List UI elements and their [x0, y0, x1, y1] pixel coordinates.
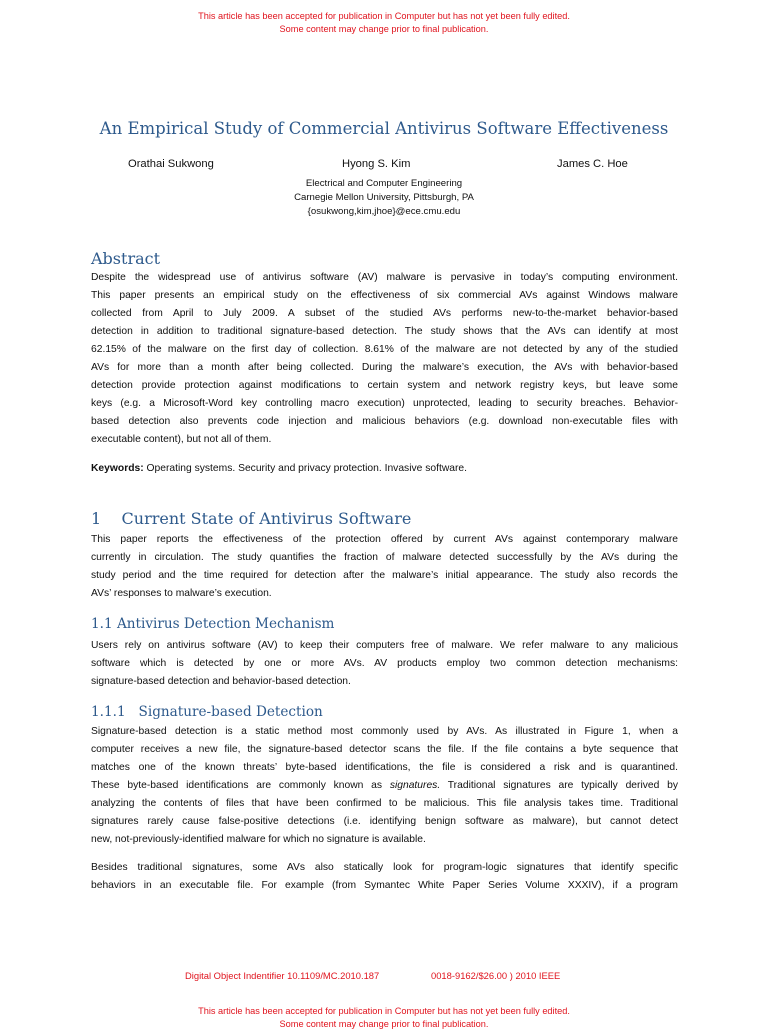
publication-notice-top [0, 10, 768, 36]
text-line: computer receives a new file, the signature-based detector scans the file. If the file contains a byte sequence that [91, 744, 678, 755]
text-line: behaviors in an executable file. For example (from Symantec White Paper Series Volume XXXIV), if a program [91, 880, 678, 891]
affiliation-dept: Electrical and Computer Engineering [305, 178, 463, 189]
affiliation-email: {osukwong,kim,jhoe}@ece.cmu.edu [307, 206, 461, 217]
paper-title: An Empirical Study of Commercial Antivirus Software Effectiveness [99, 119, 669, 138]
author-1: Orathai Sukwong [128, 158, 214, 170]
notice-line-2: Some content may change prior to final publication. [279, 24, 489, 34]
text-line: based detection also prevents code injection and malicious behaviors (e.g. download non-executable files with [91, 416, 678, 427]
text-line: matches one of the known threats’ byte-based identifications, the file is considered a risk and is quarantined. [91, 762, 678, 773]
section-1-1-1-body [91, 723, 678, 849]
section-1-1-1-heading [91, 704, 323, 720]
section-1-1-heading: 1.1 Antivirus Detection Mechanism [91, 616, 335, 632]
text-line: new, not-previously-identified malware for which no signature is available. [91, 834, 426, 845]
section-1-1-1-body-2 [91, 859, 678, 895]
text-line: study period and the time required for detection after the malware’s initial appearance. The study also records the [91, 570, 678, 581]
text-line: currently in circulation. The study quantifies the fraction of malware detected successfully by the AVs during the [91, 552, 678, 563]
text-line: keys (e.g. a Microsoft-Word key controlling macro execution) unprotected, leading to security breaches. Behavior- [91, 398, 678, 409]
section-1-1-1-heading-text: 1.1.1 Signature-based Detection [91, 704, 323, 720]
affiliation-univ: Carnegie Mellon University, Pittsburgh, PA [294, 192, 474, 203]
text-line: analyzing the contents of files that have been confirmed to be malicious. This file analysis takes time. Traditional [91, 798, 678, 809]
notice-line-1: This article has been accepted for publication in Computer but has not yet been fully edited. [198, 1006, 570, 1016]
text-line: 62.15% of the malware on the first day of collection. 8.61% of the malware are not detected by any of the studied [91, 344, 678, 355]
section-1-body [91, 531, 678, 603]
text-line: executable content), but not all of them. [91, 434, 272, 445]
text-line: AVs’ responses to malware’s execution. [91, 588, 272, 599]
section-1-heading-text: 1 Current State of Antivirus Software [91, 509, 412, 528]
keywords-label: Keywords: [91, 463, 144, 474]
publication-notice-bottom [0, 1005, 768, 1031]
text-line: This paper reports the effectiveness of the protection offered by current AVs against contemporary malware [91, 534, 678, 545]
text-fragment: Traditional signatures are typically derived by [440, 780, 678, 791]
footer-issn: 0018-9162/$26.00 ) 2010 IEEE [431, 970, 561, 981]
text-line: signature-based detection and behavior-based detection. [91, 676, 351, 687]
notice-line-2: Some content may change prior to final publication. [279, 1019, 489, 1029]
text-line: Signature-based detection is a static method most commonly used by AVs. As illustrated in Figure 1, when a [91, 726, 678, 737]
text-line: AVs for more than a month after being collected. During the malware’s execution, the AVs with behavior-based [91, 362, 678, 373]
text-line: detection in addition to traditional signature-based detection. The study shows that the AVs can identify at most [91, 326, 678, 337]
text-fragment: These byte-based identifications are commonly known as [91, 780, 390, 791]
section-1-heading [91, 509, 411, 528]
text-line: detection provide protection against modifications to certain system and network registry keys, but leave some [91, 380, 678, 391]
abstract-body [91, 269, 678, 449]
emphasis-signatures: signatures. [389, 780, 441, 791]
author-2: Hyong S. Kim [342, 158, 411, 170]
text-line: collected from April to July 2009. A subset of the studied AVs performs new-to-the-market behavior-based [91, 308, 678, 319]
author-3: James C. Hoe [557, 158, 628, 170]
section-1-1-body [91, 637, 678, 691]
footer-doi: Digital Object Indentifier 10.1109/MC.2010.187 [185, 970, 380, 981]
text-line: Despite the widespread use of antivirus software (AV) malware is pervasive in today’s computing environment. [91, 272, 678, 283]
keywords [91, 460, 678, 478]
text-line: signatures rarely cause false-positive detections (i.e. identifying benign software as malware), but cannot detect [91, 816, 678, 827]
text-line [91, 777, 678, 795]
text-line: software which is detected by one or more AVs. AV products employ two common detection mechanisms: [91, 658, 678, 669]
abstract-heading: Abstract [91, 249, 161, 268]
text-line: Besides traditional signatures, some AVs also statically look for program-logic signatures that identify specific [91, 862, 678, 873]
keywords-text: Operating systems. Security and privacy protection. Invasive software. [143, 463, 468, 474]
text-line: Users rely on antivirus software (AV) to keep their computers free of malware. We refer malware to any malicious [91, 640, 678, 651]
notice-line-1: This article has been accepted for publication in Computer but has not yet been fully edited. [198, 11, 570, 21]
text-line: This paper presents an empirical study on the effectiveness of six commercial AVs against Windows malware [91, 290, 678, 301]
